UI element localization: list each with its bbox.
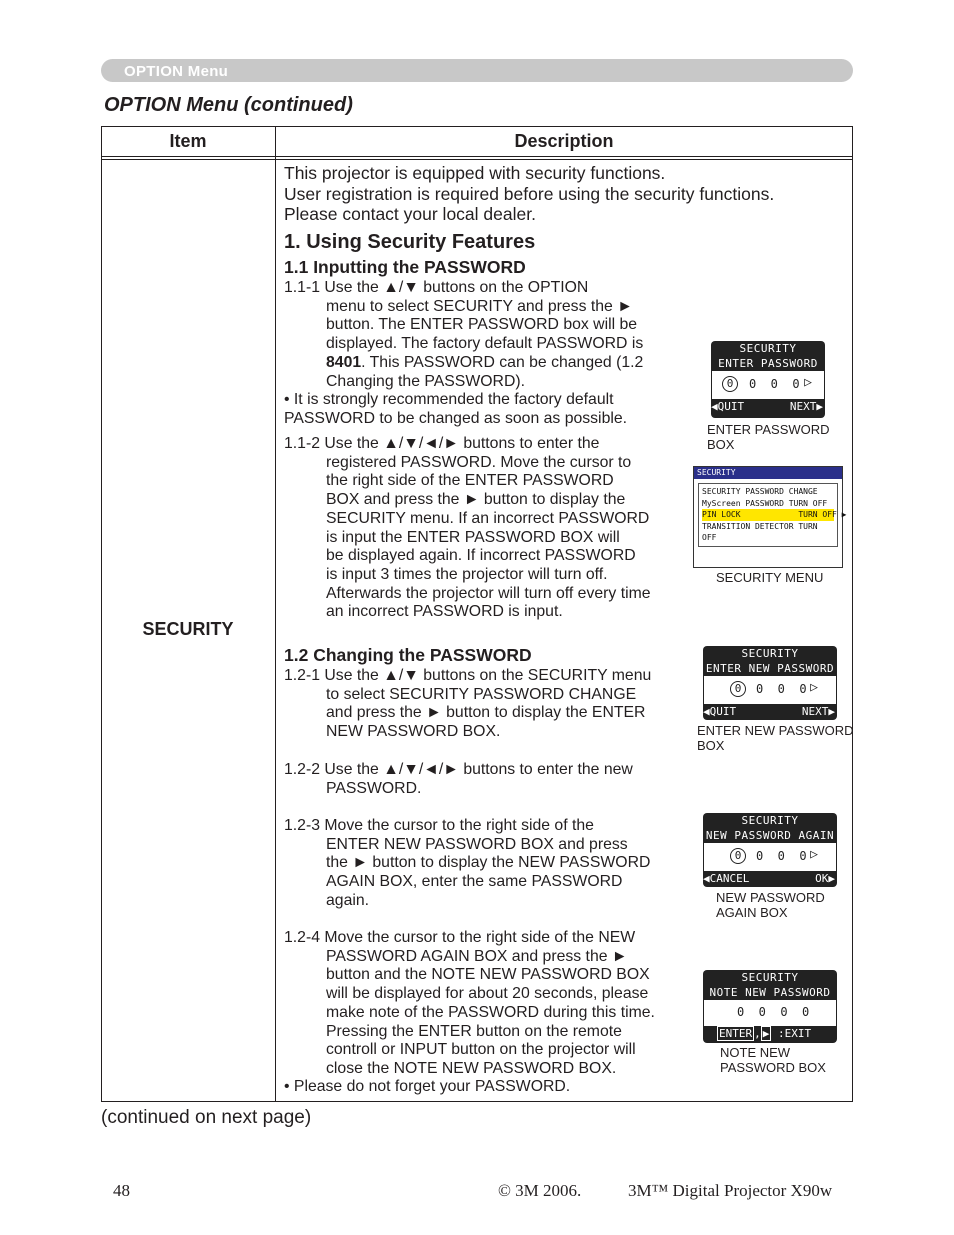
- step-line: an incorrect PASSWORD is input.: [326, 603, 563, 621]
- ok-label: OK: [815, 872, 829, 885]
- osd-footer: [703, 704, 837, 719]
- enter-key-label: ENTER: [719, 1027, 753, 1040]
- step-line: 1.1-1 Use the ▲/▼ buttons on the OPTION: [284, 279, 589, 296]
- osd-footer: [711, 399, 825, 414]
- step-line: AGAIN BOX, enter the same PASSWORD: [326, 873, 623, 891]
- step-line: be displayed again. If incorrect PASSWORD: [326, 547, 636, 565]
- password-cursor-digit: 0: [722, 376, 738, 392]
- product-name: 3M™ Digital Projector X90w: [628, 1181, 833, 1200]
- triangle-left-icon: ◀: [711, 400, 718, 413]
- menu-item-label: PIN LOCK TURN OFF: [702, 510, 837, 519]
- osd-subtitle: NOTE NEW PASSWORD: [709, 986, 831, 999]
- step-line: is input the ENTER PASSWORD BOX will: [326, 528, 620, 546]
- step-line: [284, 354, 674, 373]
- step-line: controll or INPUT button on the projector will: [326, 1041, 636, 1059]
- triangle-right-icon: ▶: [816, 400, 823, 413]
- chevron-right-icon: ▷: [810, 680, 818, 695]
- osd-digit-field: [704, 676, 836, 704]
- password-digits: 0 0 0: [756, 682, 807, 696]
- page-title: OPTION Menu (continued): [104, 94, 353, 116]
- step-1-1-2: [284, 435, 674, 622]
- step-line: NEW PASSWORD BOX.: [326, 723, 501, 741]
- enter-new-password-box: [703, 646, 837, 720]
- caption-new-password-again: [716, 891, 825, 920]
- new-password-again-box: [703, 813, 837, 887]
- osd-title: SECURITY: [741, 647, 799, 660]
- copyright: © 3M 2006.: [498, 1181, 582, 1200]
- caption-line: PASSWORD BOX: [720, 1059, 826, 1075]
- column-header-description: Description: [514, 131, 614, 151]
- step-line: is input 3 times the projector will turn off.: [326, 565, 608, 583]
- heading-changing-password: 1.2 Changing the PASSWORD: [284, 645, 532, 665]
- caption-security-menu: SECURITY MENU: [716, 570, 824, 585]
- caption-enter-new-password: [697, 724, 854, 753]
- osd-subtitle: ENTER PASSWORD: [718, 357, 818, 370]
- step-line: registered PASSWORD. Move the cursor to: [326, 453, 632, 471]
- table-header-divider: [101, 156, 853, 157]
- step-line: 1.1-2 Use the ▲/▼/◄/► buttons to enter the: [284, 435, 600, 452]
- step-line: the right side of the ENTER PASSWORD: [326, 472, 614, 490]
- step-line: displayed. The factory default PASSWORD is: [326, 335, 644, 353]
- ok-control: [815, 871, 835, 886]
- osd-digit-field: [704, 1000, 836, 1026]
- step-line-part: . This PASSWORD can be changed (1.2: [361, 353, 644, 371]
- caption-line: AGAIN BOX: [716, 904, 788, 920]
- triangle-left-icon: ◀: [703, 705, 710, 718]
- menu-item: MyScreen PASSWORD TURN OFF: [702, 498, 828, 508]
- note-new-password-box: [703, 970, 837, 1043]
- osd-subtitle: ENTER NEW PASSWORD: [705, 662, 835, 675]
- table-column-divider: [275, 126, 276, 1102]
- step-line: and press the ► button to display the ENTER: [326, 704, 646, 722]
- page-number: 48: [113, 1181, 130, 1200]
- intro-text: [284, 163, 774, 225]
- exit-label: :EXIT: [778, 1027, 812, 1040]
- step-1-2-2: [284, 761, 674, 798]
- continued-note: (continued on next page): [101, 1107, 312, 1128]
- step-line: the ► button to display the NEW PASSWORD: [326, 854, 651, 872]
- note-line: • It is strongly recommended the factory default: [284, 391, 614, 408]
- menu-title: SECURITY: [694, 467, 842, 479]
- osd-digit-field: [712, 371, 824, 399]
- intro-line: Please contact your local dealer.: [284, 204, 536, 224]
- triangle-right-icon: ▶: [836, 510, 847, 519]
- step-line: menu to select SECURITY and press the ►: [326, 297, 633, 315]
- quit-label: QUIT: [717, 400, 745, 413]
- cancel-label: CANCEL: [709, 872, 750, 885]
- step-line: to select SECURITY PASSWORD CHANGE: [326, 685, 637, 703]
- step-line: 1.2-1 Use the ▲/▼ buttons on the SECURITY menu: [284, 667, 652, 684]
- column-header-item: Item: [169, 131, 207, 151]
- step-line: again.: [326, 891, 370, 909]
- triangle-right-icon: ▶: [828, 872, 835, 885]
- step-line: make note of the PASSWORD during this time.: [326, 1003, 655, 1021]
- section-tab-label: OPTION Menu: [124, 63, 229, 80]
- step-line: Changing the PASSWORD).: [326, 372, 526, 390]
- step-line: 1.2-2 Use the ▲/▼/◄/► buttons to enter the new: [284, 761, 633, 778]
- osd-footer: [703, 1026, 837, 1041]
- step-line: 1.2-4 Move the cursor to the right side of the NEW: [284, 929, 636, 946]
- step-line: button. The ENTER PASSWORD box will be: [326, 316, 638, 334]
- chevron-right-icon: ▷: [810, 847, 818, 862]
- step-1-2-4: [284, 929, 674, 1079]
- caption-line: BOX: [707, 436, 735, 452]
- osd-title: SECURITY: [741, 814, 799, 827]
- step-line: will be displayed for about 20 seconds, please: [326, 985, 649, 1003]
- note-line: PASSWORD to be changed as soon as possible.: [284, 409, 628, 427]
- security-menu-screenshot: [693, 466, 847, 568]
- caption-enter-password: [707, 423, 830, 452]
- step-line: Pressing the ENTER button on the remote: [326, 1022, 622, 1040]
- step-line: close the NOTE NEW PASSWORD BOX.: [326, 1059, 617, 1077]
- menu-item-selected: [702, 509, 847, 521]
- intro-line: This projector is equipped with security functions.: [284, 163, 666, 183]
- osd-title: SECURITY: [739, 342, 797, 355]
- step-line: BOX and press the ► button to display the: [326, 491, 626, 509]
- section-tab-bar: [101, 59, 853, 82]
- menu-body: [698, 483, 847, 547]
- caption-line: NOTE NEW: [720, 1045, 791, 1060]
- menu-item: TRANSITION DETECTOR TURN OFF: [702, 521, 818, 542]
- step-line: SECURITY menu. If an incorrect PASSWORD: [326, 509, 650, 527]
- next-control: [790, 399, 823, 414]
- next-label: NEXT: [801, 705, 829, 718]
- password-digits: 0 0 0: [749, 377, 800, 391]
- item-security: SECURITY: [142, 619, 234, 639]
- intro-line: User registration is required before using the security functions.: [284, 183, 775, 204]
- quit-label: QUIT: [709, 705, 737, 718]
- note-default-password: [284, 391, 674, 428]
- triangle-right-icon: ▶: [828, 705, 835, 718]
- step-line: PASSWORD AGAIN BOX and press the ►: [326, 947, 628, 965]
- step-1-1-1: [284, 279, 674, 391]
- password-digits: 0 0 0: [756, 849, 807, 863]
- caption-note-new-password: [720, 1046, 826, 1075]
- step-line: 1.2-3 Move the cursor to the right side of the: [284, 817, 594, 834]
- caption-line: ENTER PASSWORD: [707, 422, 830, 437]
- caption-line: ENTER NEW PASSWORD: [697, 723, 854, 738]
- osd-footer: [703, 871, 837, 886]
- step-line: ENTER NEW PASSWORD BOX and press: [326, 835, 628, 853]
- table-header-divider-2: [101, 159, 853, 160]
- chevron-right-icon: ▷: [804, 375, 812, 390]
- note-forget-password: • Please do not forget your PASSWORD.: [284, 1078, 571, 1095]
- caption-line: BOX: [697, 737, 725, 753]
- next-control: [802, 704, 835, 719]
- enter-password-box: [711, 341, 825, 418]
- next-label: NEXT: [789, 400, 817, 413]
- caption-line: NEW PASSWORD: [716, 890, 825, 905]
- osd-title: SECURITY: [741, 971, 799, 984]
- input-key-icon: ▶: [762, 1027, 770, 1040]
- triangle-left-icon: ◀: [703, 872, 710, 885]
- osd-digit-field: [704, 843, 836, 871]
- password-digits: 0 0 0 0: [737, 1005, 810, 1019]
- heading-using-security: 1. Using Security Features: [284, 231, 536, 253]
- step-line: button and the NOTE NEW PASSWORD BOX: [326, 966, 650, 984]
- step-1-2-1: [284, 667, 674, 742]
- step-line: Afterwards the projector will turn off every time: [326, 584, 651, 602]
- step-1-2-3: [284, 817, 674, 911]
- password-cursor-digit: 0: [730, 681, 746, 697]
- heading-inputting-password: 1.1 Inputting the PASSWORD: [284, 257, 526, 277]
- osd-subtitle: NEW PASSWORD AGAIN: [705, 829, 835, 842]
- menu-item: SECURITY PASSWORD CHANGE: [702, 487, 818, 496]
- default-password: 8401: [326, 353, 362, 371]
- password-cursor-digit: 0: [730, 848, 746, 864]
- step-line: PASSWORD.: [326, 779, 422, 797]
- separator: ,: [754, 1027, 761, 1040]
